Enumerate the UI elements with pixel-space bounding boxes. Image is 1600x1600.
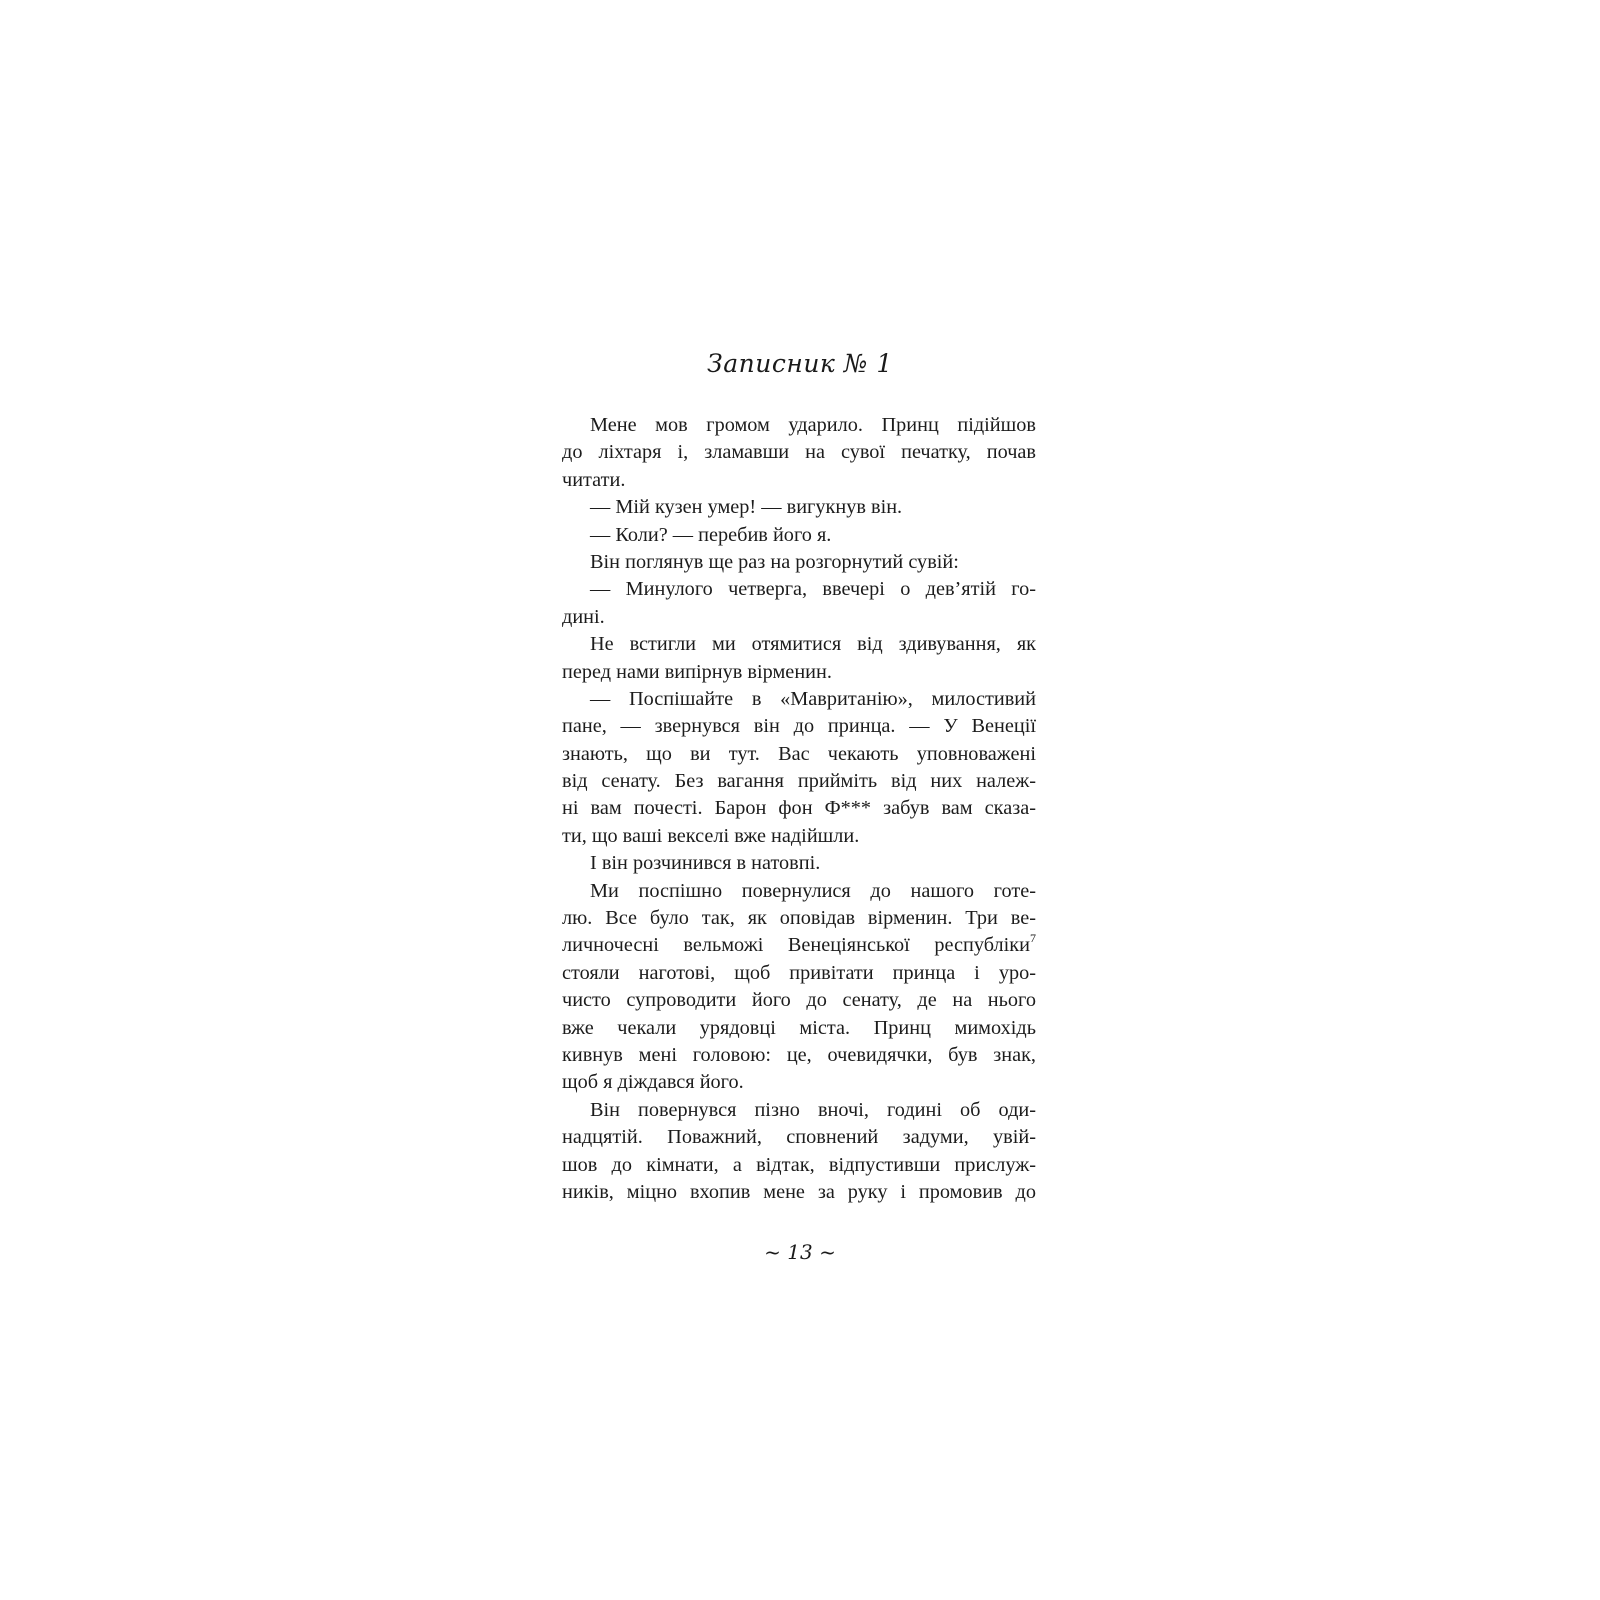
text-line: надцятій. Поважний, сповнений задуми, увій- [562,1126,1036,1149]
text-line: читати. [562,468,626,491]
text-line: — Минулого четверга, ввечері о дев’ятій го- [590,578,1036,601]
text-line: шов до кімнати, а відтак, відпустивши прислуж- [562,1153,1036,1176]
text-line: знають, що ви тут. Вас чекають уповноважені [562,742,1036,765]
text-line: лю. Все було так, як оповідав вірменин. Три ве- [562,907,1036,930]
text-line-with-footnote [562,932,1036,959]
running-title: Записник № 1 [707,349,893,378]
text-line: — Коли? — перебив його я. [590,523,832,546]
text-line: вже чекали урядовці міста. Принц мимохідь [562,1016,1036,1039]
text-line: від сенату. Без вагання прийміть від них належ- [562,770,1036,793]
text-line: Він поглянув ще раз на розгорнутий сувій: [590,550,959,573]
text-line: ні вам почесті. Барон фон Ф*** забув вам сказа- [562,797,1036,820]
text-line: щоб я діждався його. [562,1071,744,1094]
text-line: пане, — звернувся він до принца. — У Венеції [562,715,1036,738]
page-number: ~ 13 ~ [764,1240,836,1264]
text-line: ників, міцно вхопив мене за руку і промовив до [562,1180,1036,1203]
text-line: до ліхтаря і, зламавши на сувої печатку, почав [562,441,1036,464]
text-line: перед нами випірнув вірменин. [562,660,832,683]
text-line: — Мій кузен умер! — вигукнув він. [590,496,903,519]
text-line: чисто супроводити його до сенату, де на нього [562,989,1036,1012]
text-line-content: личночесні вельможі Венеціянської республіки [562,934,1030,957]
text-line: І він розчинився в натовпі. [590,852,821,875]
text-line: ти, що ваші векселі вже надійшли. [562,824,860,847]
text-line: стояли наготові, щоб привітати принца і уро- [562,961,1036,984]
text-line: — Поспішайте в «Мавританію», милостивий [590,687,1036,710]
text-line: Він повернувся пізно вночі, годині об оди- [590,1098,1036,1121]
text-line: кивнув мені головою: це, очевидячки, був знак, [562,1043,1036,1066]
text-line: Мене мов громом ударило. Принц підійшов [590,414,1036,436]
footnote-ref: 7 [1030,931,1036,946]
body-text [562,412,1036,1206]
text-line: Не встигли ми отямитися від здивування, як [590,633,1036,656]
text-line: Ми поспішно повернулися до нашого готе- [590,879,1036,902]
text-line: дині. [562,605,605,628]
